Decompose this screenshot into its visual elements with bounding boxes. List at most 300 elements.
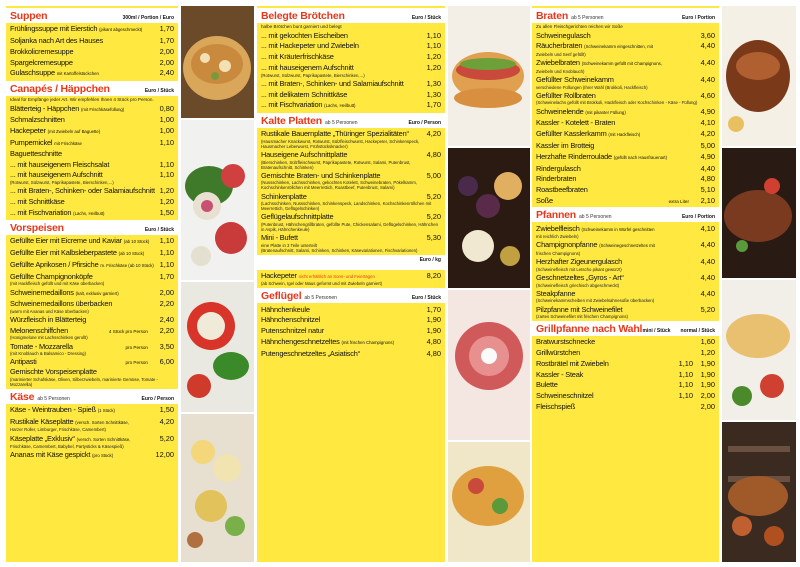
item-name [10,150,152,159]
section-header [257,255,445,270]
menu-item [261,271,441,287]
item-name-text: ... mit Hackepeter und Zwiebeln [261,41,359,51]
menu-item [536,289,715,304]
item-price: 4,40 [700,288,715,298]
menu-item-row [536,75,715,85]
section-subtitle: ab 5 Personen [325,119,358,126]
item-name [261,306,419,315]
item-name-text: Baguetteschnitte [10,148,62,158]
item-name-text: Roastbeefbraten [536,185,588,195]
menu-item [536,174,715,184]
item-price: 2,10 [700,195,715,205]
section-title: Suppen [10,10,48,22]
menu-item-row [10,405,174,416]
item-price: 2,40 [159,315,174,325]
item-name-text: ... mit Kräuterfrischkäse [261,52,334,62]
item-name-text: Bulette [536,380,558,390]
item-detail: (versch. Sorten Schnittkäse, [76,436,131,442]
menu-item [10,405,174,416]
menu-item-row [261,100,441,111]
section-header [532,321,719,336]
item-name-text: Rustikale Käseplatte [10,416,74,426]
item-description: Zwiebeln und Knoblauch) [536,68,585,74]
item-name-text: Ananas mit Käse gespickt [10,450,91,460]
menu-item-row [536,402,715,412]
item-price: 1,20 [426,52,441,62]
item-description: (Nussschinken, Lachsschinken, gekochtes Kotelett, Schweinebraten, Pökelkamm, Kochschinkenröllchen mit Meerrettich, Roastbeef, Putenbrust, Salami) [261,180,417,191]
item-name-text: Schweineschnitzel [536,391,594,401]
menu-item [10,170,174,185]
menu-item-row [10,236,174,247]
section-unit: Euro / Stück [144,87,174,94]
section-title: Geflügel [261,290,302,303]
item-price: 1,70 [159,24,174,34]
menu-item [536,196,715,206]
menu-column-3 [532,6,719,562]
item-name-text: Pilzpfanne mit Schweinefilet [536,304,623,314]
item-description: Harzer Roller, Limburger, Frischkäse, Camembert) [10,427,106,433]
food-photo-collage-1 [181,6,254,562]
section-unit: Euro / kg [419,256,441,263]
menu-item [10,208,174,219]
item-name [10,435,152,445]
menu-item [10,368,174,387]
item-name-text: Rinderbraten [536,174,577,184]
item-name-text: ... mit hauseigenem Aufschnitt [10,170,103,180]
menu-item-row [261,31,441,41]
menu-item-row [10,208,174,219]
menu-section [10,81,174,218]
item-quantity: extra Liter [668,198,689,204]
item-detail: (pikant abgeschmeckt) [99,27,143,33]
item-name [10,406,152,416]
menu-item-row [10,315,174,325]
menu-item-row [10,68,174,79]
item-name-text: Tomate - Mozzarella [10,341,73,351]
item-name [10,209,152,219]
item-name [10,249,152,259]
item-name-text: Käse - Weintrauben - Spieß [10,405,96,414]
section-header [6,81,178,96]
menu-item [536,257,715,272]
item-description: frischen Champignons) [536,251,581,256]
item-price: 4,40 [700,163,715,173]
item-detail: mit Kartoffelstückchen [56,71,99,77]
item-name [536,371,671,380]
item-name-text: ... mit Fischvariation [261,100,323,110]
menu-item [261,63,441,78]
item-name-text: Schweinemedaillons [10,287,74,297]
section-unit: Euro / Portion [681,214,715,221]
menu-item [10,326,174,341]
menu-item-row [536,185,715,195]
item-name [536,338,671,347]
item-detail: (mit pikanter Füllung) [585,109,626,115]
menu-item [10,186,174,196]
item-name-text: Rindergulasch [536,163,581,173]
menu-item [261,100,441,111]
item-name [10,289,152,299]
menu-item-row [261,192,441,202]
item-name [536,306,693,315]
menu-item-row [261,212,441,222]
item-price: 4,90 [700,151,715,161]
item-price: 1,20 [426,63,441,73]
item-name [10,300,152,309]
item-description: (mit Hackfleisch gefüllt und mit Käse überbacken) [10,281,105,287]
menu-item [536,152,715,163]
item-detail: (mit Zwiebeln auf Baguette) [47,129,101,135]
item-price: 1,70 [159,35,174,45]
item-name-text: ... mit gekochten Eischeiben [261,30,348,40]
menu-item [261,90,441,100]
menu-item [261,31,441,41]
menu-item [10,434,174,450]
menu-section [261,255,441,287]
item-name-text: Kassler - Steak [536,369,584,379]
section-unit: 300ml / Portion / Euro [122,15,174,21]
item-name [10,327,109,336]
item-price: 1,60 [700,337,715,347]
item-name [10,161,152,170]
item-name-text: Gefüllter Kasslerkamm [536,129,607,139]
item-price: 1,00 [159,126,174,136]
item-name [536,108,693,118]
menu-item [536,118,715,128]
item-name-text: Schweinelende [536,106,584,116]
section-header [6,389,178,404]
menu-item [10,47,174,57]
menu-item-row [536,359,715,369]
food-photo-collage-2 [448,6,530,562]
item-detail: (gefüllt nach Hausfrauenart) [613,154,668,160]
section-title: Vorspeisen [10,222,64,235]
item-description: verschiedene Füllungen (Ihrer Wahl (Brokkoli, Hackfleisch) [536,84,648,90]
item-price: 5,10 [700,185,715,195]
item-name [536,76,693,85]
menu-item [536,41,715,57]
menu-section [10,389,174,461]
item-name-text: Melonenschiffchen [10,325,69,335]
menu-item-row [536,305,715,315]
menu-section [10,8,174,79]
item-name [261,272,419,282]
menu-item-row [261,79,441,89]
item-detail: (versch. Sorten Schnittkäse, [75,419,129,425]
item-detail: (Schweinekamm gefüllt mit Champignons, [581,61,662,67]
menu-item [10,288,174,299]
item-name [261,316,419,325]
item-name [536,274,693,283]
item-price: 1,20 [159,186,174,196]
item-name-text: Blätterteig - Häppchen [10,103,80,113]
item-price: 5,30 [426,233,441,243]
menu-item-row [10,138,174,149]
item-detail: (pro Stück) [92,453,114,459]
item-name [536,142,693,151]
item-description: Frischkäse, Camembert, Babybel, Partysticks & Käsespieß) [10,444,124,450]
menu-item [536,402,715,412]
menu-section [261,113,441,253]
item-detail: m. Frischkäse (ab 10 Stück) [100,262,154,268]
menu-item-row [536,337,715,347]
menu-item-row [10,288,174,299]
item-price: 1,10 [426,41,441,51]
menu-item-row [536,164,715,174]
menu-item [261,337,441,348]
menu-item-row [536,31,715,41]
menu-item [536,31,715,41]
menu-item-row [261,337,441,348]
item-name-text: Kassler - Kotelett - Braten [536,118,616,128]
section-title: Grillpfanne nach Wahl [536,323,643,336]
menu-item [10,115,174,125]
menu-item [10,315,174,325]
menu-item [536,273,715,288]
menu-item-row [10,260,174,271]
section-header [257,288,445,303]
item-description: (warm mit Ananas und Käse überbacken) [10,308,89,314]
menu-item [10,36,174,46]
section-title: Braten [536,10,569,22]
item-price: 6,00 [159,357,174,367]
item-name-text: Mini - Bufett [261,233,298,243]
menu-item-row [10,150,174,159]
menu-item [536,359,715,369]
item-description: (Bierschinken, Sülzfleischwurst, Paprikapastete, Rotwurst, Salami, Putenbrust, Bratenaufschnitt, Schinken) [261,159,411,170]
menu-item [10,248,174,259]
menu-item-row [10,326,174,336]
item-price-mini: 1,10 [678,369,693,379]
menu-item [261,129,441,149]
item-name-text: Schinkenplatte [261,191,307,201]
item-name-text: Käseplatte „Exklusiv“ [10,433,75,443]
item-description: (Lachsschinken, Nussschinken, Schinkenspeck, Landschinken, Kochschinkenröllchen mit Meerrettich, Geflügelschinken) [261,201,432,212]
menu-item [10,138,174,149]
item-name [10,316,152,325]
menu-item [261,233,441,253]
item-description: (Schweinefleisch griechisch abgeschmeckt) [536,282,620,288]
item-name [261,327,419,336]
item-name [536,42,693,52]
item-name [536,197,669,206]
menu-item-row [10,36,174,46]
item-warning: nicht erhältlich an Sonn- und Feiertagen [298,273,375,279]
photo-strip-2 [448,6,530,562]
menu-item-row [261,171,441,181]
menu-item [261,305,441,315]
item-price: 4,80 [426,149,441,159]
item-name-text: ... mit hausеigenem Fleischsalat [10,159,110,169]
menu-item [10,160,174,170]
item-name [536,186,693,195]
item-name-text: Soljanka nach Art des Hauses [10,35,104,45]
section-subtitle: ab 5 Personen [304,295,337,302]
item-name [536,165,693,174]
section-note: Ideal für Empfänge jeder Art. Wir empfehlen Ihnen 4 Stück pro Person. [10,96,154,102]
item-name-text: Rostbrätel mit Zwiebeln [536,358,609,368]
menu-item [261,212,441,232]
item-name [10,198,152,207]
item-detail: (1 Stück) [97,408,115,413]
menu-item-row [10,47,174,57]
item-name-text: Pumpernickel [10,137,53,147]
section-subtitle: ab 5 Personen [579,214,612,221]
menu-item-row [536,152,715,163]
menu-item [261,52,441,62]
menu-section [10,220,174,387]
item-name [261,91,419,100]
menu-item-row [261,52,441,62]
item-name-text: Hähnchenschnitzel [261,315,321,325]
item-name [261,42,419,51]
menu-item-row [10,342,174,352]
item-name [536,153,693,163]
photo-strip-1 [181,6,254,562]
section-unit: Euro / Stück [411,295,441,302]
item-name [536,130,693,140]
item-price: 1,90 [426,315,441,325]
item-name-text: ... mit delikatem Schnittkäse [261,89,348,99]
menu-item-row [261,305,441,315]
item-description: eine Platte in 3 Teile unterteilt [261,242,318,248]
menu-item-row [536,273,715,283]
item-detail: (Schweinekamm eingeschnitten, mit [584,44,653,50]
item-name [536,32,693,41]
item-price: 3,60 [700,30,715,40]
item-detail: (mit Frischkäsefüllung) [81,106,125,112]
menu-section [261,8,441,111]
item-price: 1,90 [426,326,441,336]
item-price: 1,10 [159,259,174,269]
menu-item-row [10,434,174,445]
item-name-text: Gefüllte Champignonköpfe [10,271,93,281]
menu-item-row [10,248,174,259]
section-unit: mini / Stück [642,328,671,335]
item-price: 2,00 [159,57,174,67]
item-detail: (Schweinegeschnetzeltes mit [599,243,655,249]
item-name-text: Fleischspieß [536,402,576,411]
item-quantity: pro Person [125,360,148,366]
menu-item-row [261,271,441,282]
menu-item-row [10,104,174,115]
item-name [261,213,419,222]
menu-item [10,104,174,115]
item-name [261,234,419,243]
menu-section [536,207,715,319]
menu-item [261,79,441,89]
menu-item [536,141,715,151]
menu-item-row [261,233,441,243]
item-name [261,32,419,41]
menu-item-row [10,160,174,170]
item-name-text: Champignonpfanne [536,240,598,250]
item-name-text: ... mit Fischvariation [10,207,72,217]
item-price: 1,90 [700,358,715,368]
item-name-text: Hackepeter [10,126,46,136]
menu-item [10,150,174,159]
item-price: 1,10 [159,159,174,169]
item-name-text: Herzhafter Zigeunergulasch [536,257,622,267]
item-description: (Honigmelone mit Lachsschinken gerollt) [10,335,88,341]
item-name-text: Geschnetzeltes „Gyros - Art“ [536,272,624,282]
menu-item-row [536,240,715,251]
item-name [536,349,671,358]
item-price: 12,00 [155,450,174,460]
item-price: 5,20 [426,191,441,201]
item-name-text: ... mit Braten-, Schinken- und Salamiaufschnitt [261,78,404,88]
item-detail: (Schweinekamm in Würfel geschnitten [581,226,655,232]
item-detail: (Lachs, Heilbutt) [324,103,356,109]
menu-item-row [261,129,441,139]
item-price: 4,80 [426,348,441,358]
menu-item-row [10,368,174,377]
menu-item-row [10,115,174,125]
item-price: 4,20 [426,129,441,139]
item-price: 5,20 [700,304,715,314]
item-name-text: ... mit hauseigenem Aufschnitt [261,63,354,73]
item-name-text: Rustikale Bauernplatte „Thüringer Spezialitäten“ [261,129,409,139]
item-quantity: 4 Stück pro Person [108,328,148,334]
item-name [10,451,152,461]
menu-item-row [261,41,441,51]
item-price: 4,40 [700,240,715,250]
menu-item [10,417,174,433]
item-name [10,116,152,125]
menu-item-row [536,58,715,69]
section-note: halbe Brötchen bunt garniert und belegt [261,24,342,29]
menu-item [10,260,174,271]
item-name [536,360,671,369]
item-detail: (ab 10 Stück) [123,239,150,245]
item-detail: (Lachs, Heilbutt) [73,210,105,216]
item-name-text: Hausеigene Aufschnittplatte [261,149,348,159]
section-title: Kalte Platten [261,114,322,127]
menu-item-row [536,118,715,128]
menu-item [536,348,715,358]
item-name-text: Schweinemedaillons überbacken [10,299,113,309]
menu-item [536,240,715,256]
menu-item [261,192,441,212]
item-price-mini: 1,10 [678,391,693,401]
section-header [257,113,445,128]
item-price: 1,10 [159,137,174,147]
item-name-text: Spargelcremesuppe [10,57,73,67]
menu-item [536,91,715,106]
item-name-text: Gefüllte Eier mit Kalbsleberpastete [10,248,117,258]
item-detail: mit Frischkäse [54,140,82,146]
item-price: 4,40 [700,75,715,85]
menu-item-row [536,91,715,101]
menu-column-2 [257,6,445,562]
item-name [10,171,152,180]
menu-item-row [10,272,174,282]
item-name-text: Putenschnitzel natur [261,326,324,336]
item-price: 0,80 [159,103,174,113]
menu-item-row [536,41,715,52]
item-name [261,151,419,160]
section-unit: Euro / Stück [411,15,441,21]
section-unit-2: normal / Stück [680,328,715,335]
menu-item-row [536,141,715,151]
menu-item [536,129,715,140]
item-price: 1,00 [159,115,174,125]
item-description: (zartes Schweinefilet mit frischen Champignons) [536,314,628,320]
menu-item-row [261,349,441,359]
menu-item [10,126,174,137]
item-price: 1,10 [159,170,174,180]
item-name-text: Bratwurstschnecke [536,337,596,347]
